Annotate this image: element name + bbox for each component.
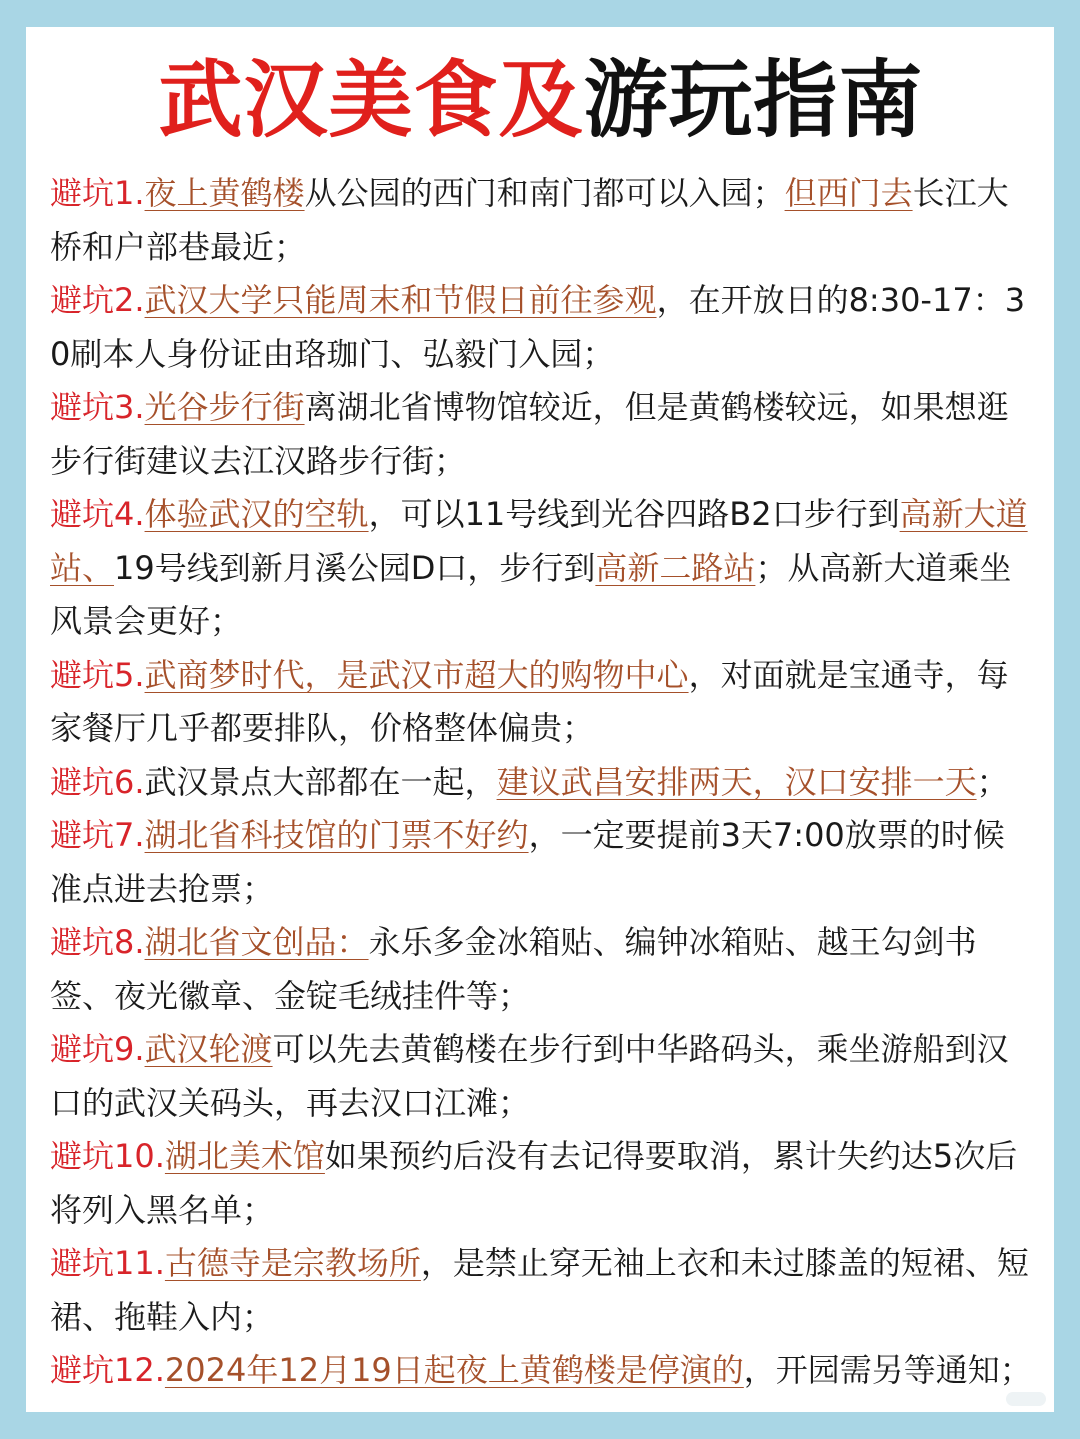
tip-highlight-text: 高新二路站 (595, 548, 756, 587)
tip-highlight-text: 高新大道站、 (50, 495, 1028, 587)
tip-label: 避坑3. (50, 388, 145, 426)
tip-highlight-text: 2024年12月19日起夜上黄鹤楼是停演的 (164, 1351, 744, 1389)
tip-item (50, 1237, 1032, 1344)
tip-highlight-text: 但西门去 (784, 174, 913, 212)
tip-item (50, 916, 1032, 1023)
tip-highlight-text: 武汉大学只能周末和节假日前往参观 (144, 281, 657, 319)
tip-highlight-text: 体验武汉的空轨 (144, 495, 369, 533)
tip-label: 避坑5. (50, 655, 145, 694)
tip-item (50, 809, 1032, 916)
tip-text: 19号线到新月溪公园D口，步行到 (114, 548, 596, 587)
tip-item (50, 274, 1032, 381)
tip-text: ，在开放日的8:30-17：30刷本人身份证由珞珈门、弘毅门入园； (50, 281, 1026, 373)
tip-highlight-text: 建议武昌安排两天，汉口安排一天 (496, 762, 977, 801)
watermark-badge (1006, 1392, 1046, 1406)
guide-card (26, 27, 1054, 1412)
tip-label: 避坑9. (50, 1030, 145, 1068)
tip-label: 避坑11. (50, 1244, 165, 1282)
tip-text: 长江大桥和户部巷最近； (50, 174, 1009, 266)
tip-label: 避坑2. (50, 281, 145, 319)
tip-item (50, 756, 1032, 810)
tip-label: 避坑6. (50, 762, 145, 801)
tip-highlight-text: 古德寺是宗教场所 (164, 1244, 421, 1282)
tip-item (50, 1344, 1032, 1398)
tip-text: 从公园的西门和南门都可以入园； (304, 174, 785, 212)
tip-text: 可以先去黄鹤楼在步行到中华路码头，乘坐游船到汉口的武汉关码头，再去汉口江滩； (50, 1030, 1009, 1122)
tip-highlight-text: 武商梦时代，是武汉市超大的购物中心 (144, 655, 689, 694)
tip-item (50, 1130, 1032, 1237)
tip-item (50, 381, 1032, 488)
tip-label: 避坑1. (50, 174, 145, 212)
tip-text: ，开园需另等通知； (743, 1351, 1032, 1389)
tip-highlight-text: 武汉轮渡 (144, 1030, 273, 1068)
tip-text: ，是禁止穿无袖上衣和未过膝盖的短裙、短裙、拖鞋入内； (50, 1244, 1029, 1336)
tips-list (50, 167, 1032, 1398)
tip-highlight-text: 湖北省文创品： (144, 923, 369, 961)
title-black-part: 游玩指南 (583, 51, 924, 149)
tip-label: 避坑7. (50, 816, 145, 854)
tip-text: ，一定要提前3天7:00放票的时候准点进去抢票； (50, 816, 1005, 908)
tip-text: 离湖北省博物馆较近，但是黄鹤楼较远，如果想逛步行街建议去江汉路步行街； (50, 388, 1009, 480)
tip-highlight-text: 湖北省科技馆的门票不好约 (144, 816, 529, 854)
tip-item (50, 488, 1032, 649)
tip-text: ，可以11号线到光谷四路B2口步行到 (368, 495, 900, 533)
tip-label: 避坑4. (50, 495, 145, 533)
page-title (50, 41, 1032, 159)
tip-label: 避坑8. (50, 923, 145, 961)
tip-label: 避坑12. (50, 1351, 165, 1389)
tip-highlight-text: 湖北美术馆 (164, 1137, 325, 1175)
tip-item (50, 1023, 1032, 1130)
tip-text: 如果预约后没有去记得要取消，累计失约达5次后将列入黑名单； (50, 1137, 1018, 1229)
tip-highlight-text: 夜上黄鹤楼 (144, 174, 305, 212)
tip-text: ； (976, 762, 1009, 801)
tip-text: ；从高新大道乘坐风景会更好； (50, 548, 1012, 640)
tip-text: 永乐多金冰箱贴、编钟冰箱贴、越王勾剑书签、夜光徽章、金锭毛绒挂件等； (50, 923, 977, 1015)
tip-highlight-text: 光谷步行街 (144, 388, 305, 426)
tip-item (50, 167, 1032, 274)
tip-label: 避坑10. (50, 1137, 165, 1175)
tip-text: 武汉景点大部都在一起， (144, 762, 497, 801)
tip-item (50, 649, 1032, 756)
tip-text: ，对面就是宝通寺，每家餐厅几乎都要排队，价格整体偏贵； (50, 655, 1009, 747)
title-red-part: 武汉美食及 (158, 51, 584, 149)
